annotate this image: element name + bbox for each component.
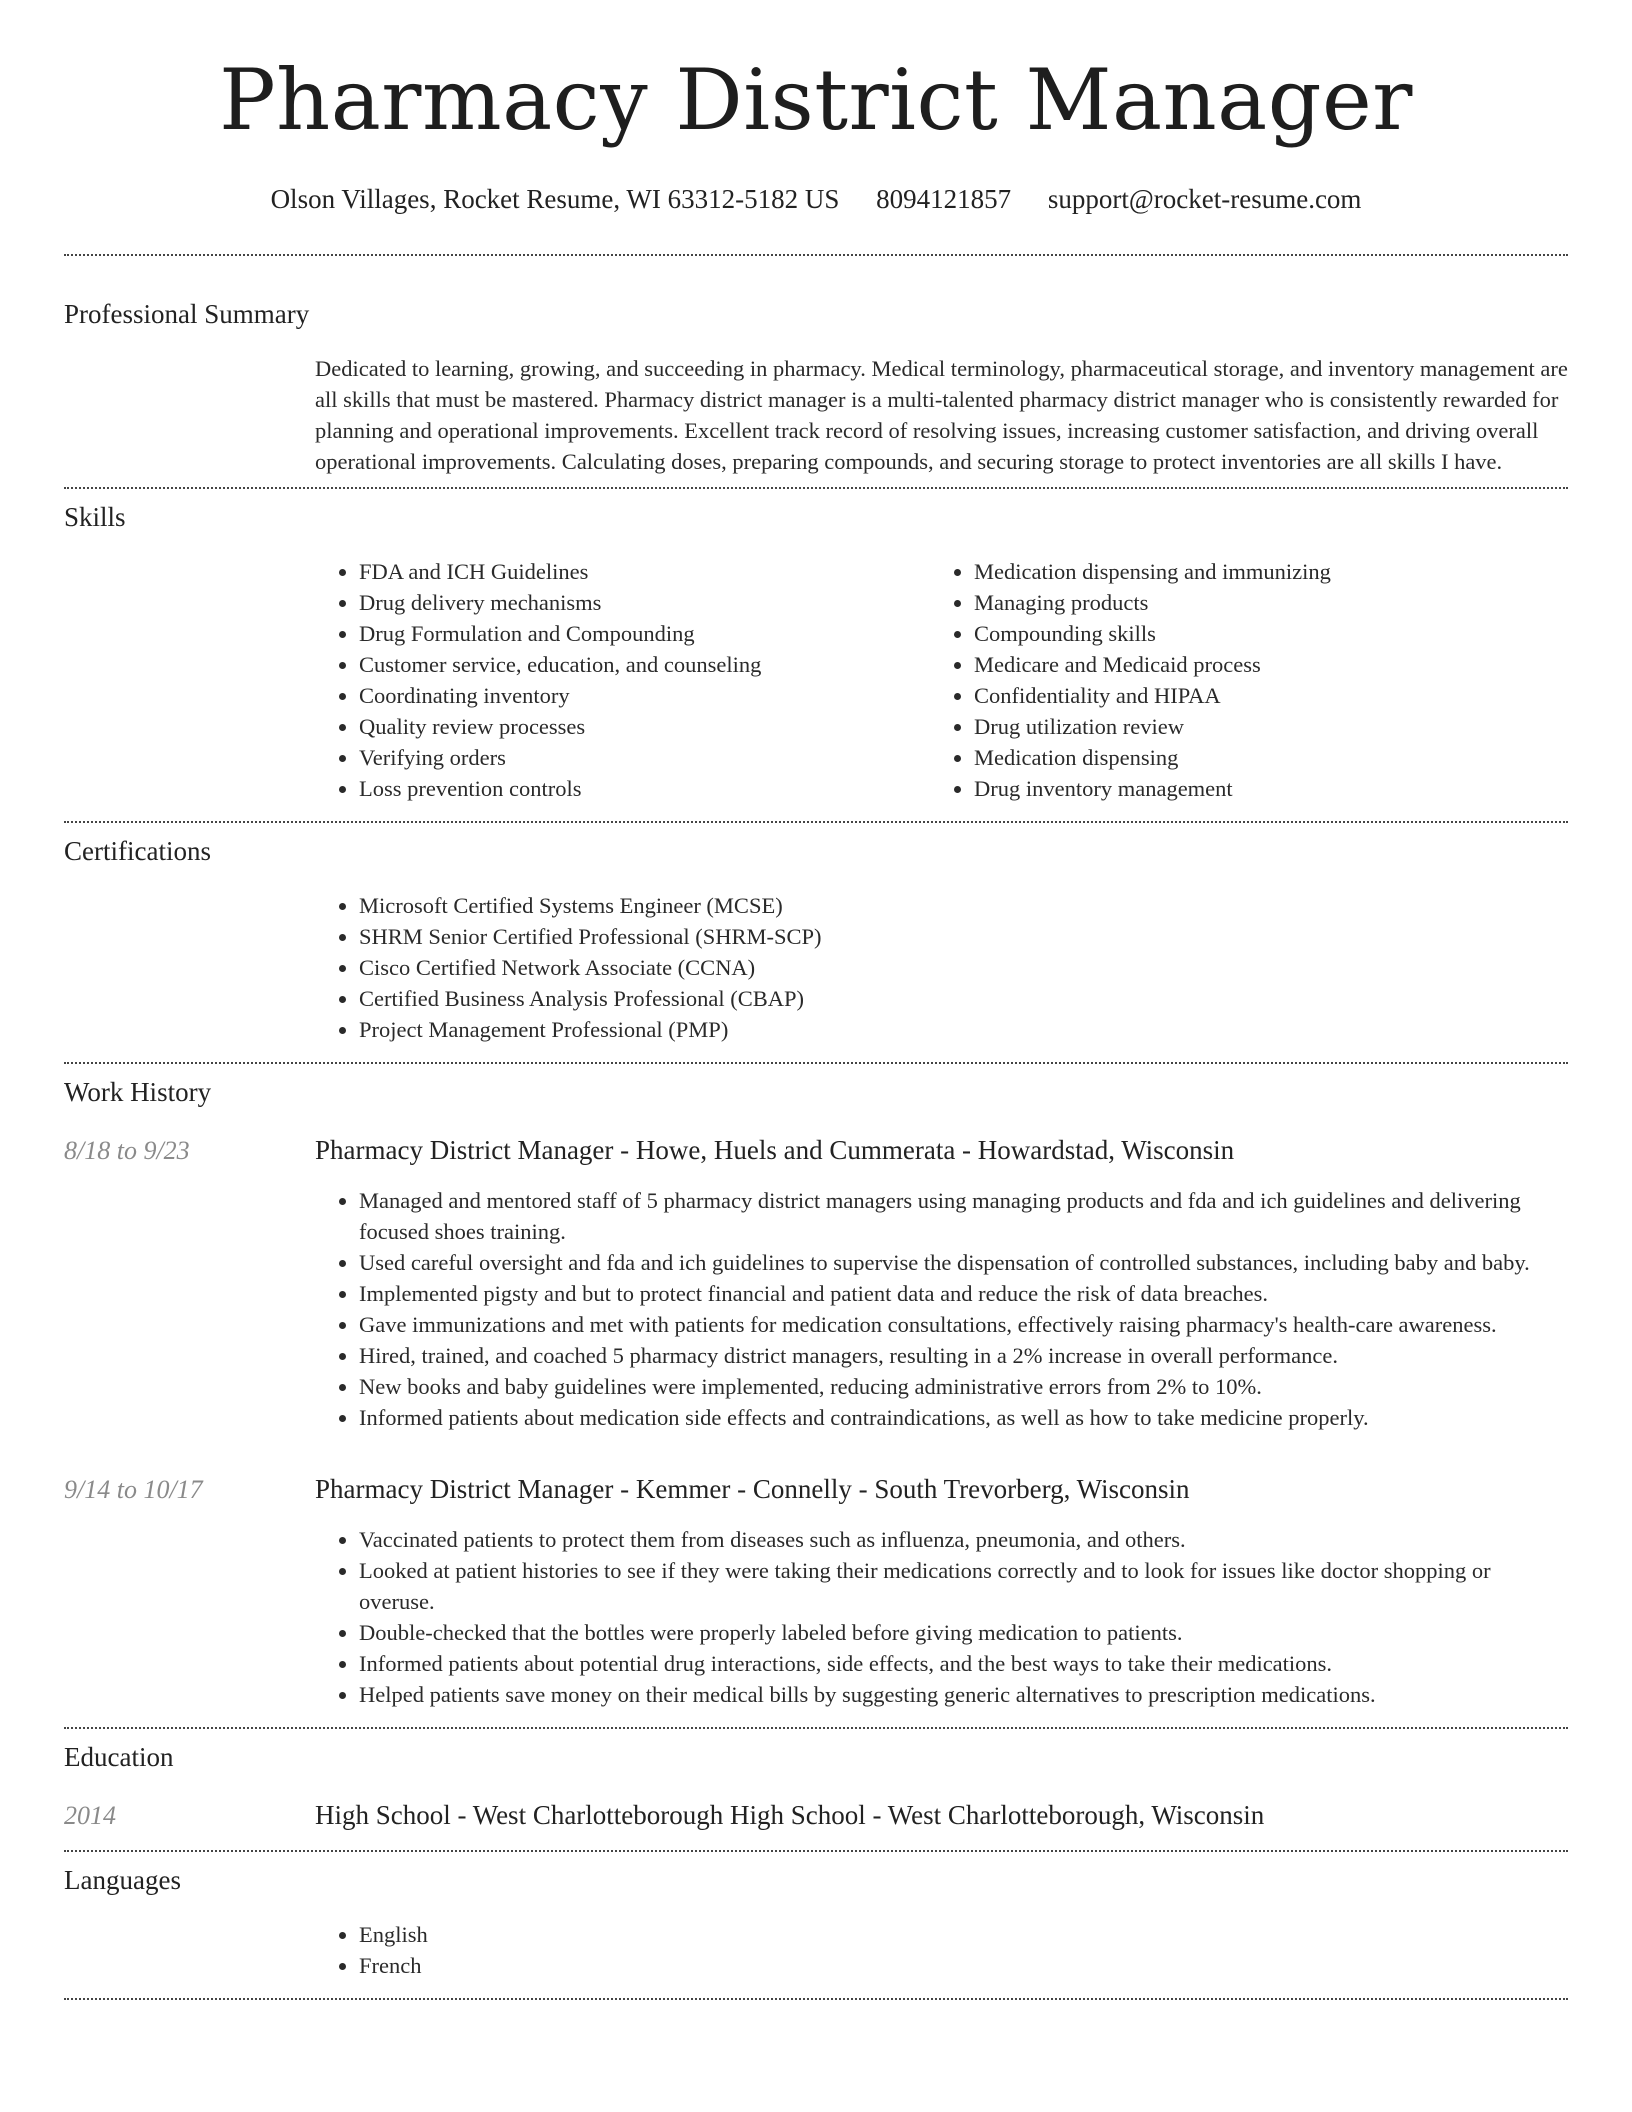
list-item: • French	[359, 1950, 1568, 1981]
list-item: • Certified Business Analysis Professional (CBAP)	[359, 983, 1568, 1014]
list-item: • Drug utilization review	[974, 711, 1545, 742]
summary-heading: Professional Summary	[64, 299, 310, 329]
list-item: • Looked at patient histories to see if they were taking their medications correctly and to look for issues like doctor shopping or overuse.	[359, 1555, 1568, 1617]
list-item: • Vaccinated patients to protect them from diseases such as influenza, pneumonia, and others.	[359, 1524, 1568, 1555]
certifications-list	[315, 890, 1568, 1045]
summary-text: Dedicated to learning, growing, and succeeding in pharmacy. Medical terminology, pharmaceutical storage, and inventory management are all skills that must be mastered. Pharmacy district manager is a multi-talented pharmacy district manager who is consistently rewarded for planning and operational improvements. Excellent track record of resolving issues, increasing customer satisfaction, and driving overall operational improvements. Calculating doses, preparing compounds, and securing storage to protect inventories are all skills I have.	[315, 356, 1568, 474]
divider	[64, 1850, 1568, 1852]
work-history-heading: Work History	[64, 1077, 212, 1107]
education-heading: Education	[64, 1742, 174, 1772]
job-title: Pharmacy District Manager - Kemmer - Connelly - South Trevorberg, Wisconsin	[315, 1474, 1190, 1504]
list-item: • Verifying orders	[359, 742, 930, 773]
divider	[64, 821, 1568, 823]
languages-heading: Languages	[64, 1865, 181, 1895]
list-item: • Drug Formulation and Compounding	[359, 618, 930, 649]
list-item: • Informed patients about potential drug interactions, side effects, and the best ways to take their medications.	[359, 1648, 1568, 1679]
list-item: • Managing products	[974, 587, 1545, 618]
list-item: • Used careful oversight and fda and ich guidelines to supervise the dispensation of controlled substances, including baby and baby.	[359, 1247, 1568, 1278]
job-title: Pharmacy District Manager - Howe, Huels and Cummerata - Howardstad, Wisconsin	[315, 1135, 1235, 1165]
list-item: • Quality review processes	[359, 711, 930, 742]
list-item: • Loss prevention controls	[359, 773, 930, 804]
list-item: • FDA and ICH Guidelines	[359, 556, 930, 587]
education-title: High School - West Charlotteborough High School - West Charlotteborough, Wisconsin	[315, 1800, 1265, 1830]
skills-heading: Skills	[64, 502, 126, 532]
list-item: • Helped patients save money on their medical bills by suggesting generic alternatives to prescription medications.	[359, 1679, 1568, 1710]
list-item: • Medication dispensing and immunizing	[974, 556, 1545, 587]
list-item: • New books and baby guidelines were implemented, reducing administrative errors from 2% to 10%.	[359, 1371, 1568, 1402]
languages-list	[315, 1919, 1568, 1981]
job-dates: 8/18 to 9/23	[64, 1136, 190, 1165]
list-item: • Cisco Certified Network Associate (CCNA)	[359, 952, 1568, 983]
list-item: • Managed and mentored staff of 5 pharmacy district managers using managing products and fda and ich guidelines and delivering focused shoes training.	[359, 1185, 1568, 1247]
job-bullets	[315, 1185, 1568, 1433]
contact-address: Olson Villages, Rocket Resume, WI 63312-5182 US	[270, 184, 840, 214]
contact-line	[64, 184, 1568, 214]
education-year: 2014	[64, 1801, 116, 1830]
list-item: • Coordinating inventory	[359, 680, 930, 711]
education-entry	[64, 1799, 1568, 1832]
list-item: • English	[359, 1919, 1568, 1950]
skills-column-right	[930, 556, 1545, 804]
divider	[64, 1062, 1568, 1064]
list-item: • Double-checked that the bottles were properly labeled before giving medication to patients.	[359, 1617, 1568, 1648]
job-entry	[64, 1134, 1568, 1167]
divider	[64, 487, 1568, 489]
list-item: • Medication dispensing	[974, 742, 1545, 773]
job-bullets	[315, 1524, 1568, 1710]
list-item: • Customer service, education, and counseling	[359, 649, 930, 680]
divider	[64, 254, 1568, 256]
list-item: • Implemented pigsty and but to protect financial and patient data and reduce the risk of data breaches.	[359, 1278, 1568, 1309]
divider	[64, 1998, 1568, 2000]
contact-email[interactable]: support@rocket-resume.com	[1047, 184, 1362, 214]
list-item: • Medicare and Medicaid process	[974, 649, 1545, 680]
list-item: • SHRM Senior Certified Professional (SHRM-SCP)	[359, 921, 1568, 952]
job-dates: 9/14 to 10/17	[64, 1475, 203, 1504]
list-item: • Drug inventory management	[974, 773, 1545, 804]
list-item: • Hired, trained, and coached 5 pharmacy district managers, resulting in a 2% increase in overall performance.	[359, 1340, 1568, 1371]
list-item: • Compounding skills	[974, 618, 1545, 649]
skills-grid	[315, 556, 1568, 804]
list-item: • Microsoft Certified Systems Engineer (MCSE)	[359, 890, 1568, 921]
contact-phone: 8094121857	[876, 184, 1012, 214]
list-item: • Drug delivery mechanisms	[359, 587, 930, 618]
list-item: • Informed patients about medication side effects and contraindications, as well as how to take medicine properly.	[359, 1402, 1568, 1433]
skills-column-left	[315, 556, 930, 804]
resume-name-heading: Pharmacy District Manager	[219, 51, 1413, 149]
certifications-heading: Certifications	[64, 836, 211, 866]
list-item: • Project Management Professional (PMP)	[359, 1014, 1568, 1045]
divider	[64, 1727, 1568, 1729]
list-item: • Confidentiality and HIPAA	[974, 680, 1545, 711]
list-item: • Gave immunizations and met with patients for medication consultations, effectively raising pharmacy's health-care awareness.	[359, 1309, 1568, 1340]
job-entry	[64, 1473, 1568, 1506]
